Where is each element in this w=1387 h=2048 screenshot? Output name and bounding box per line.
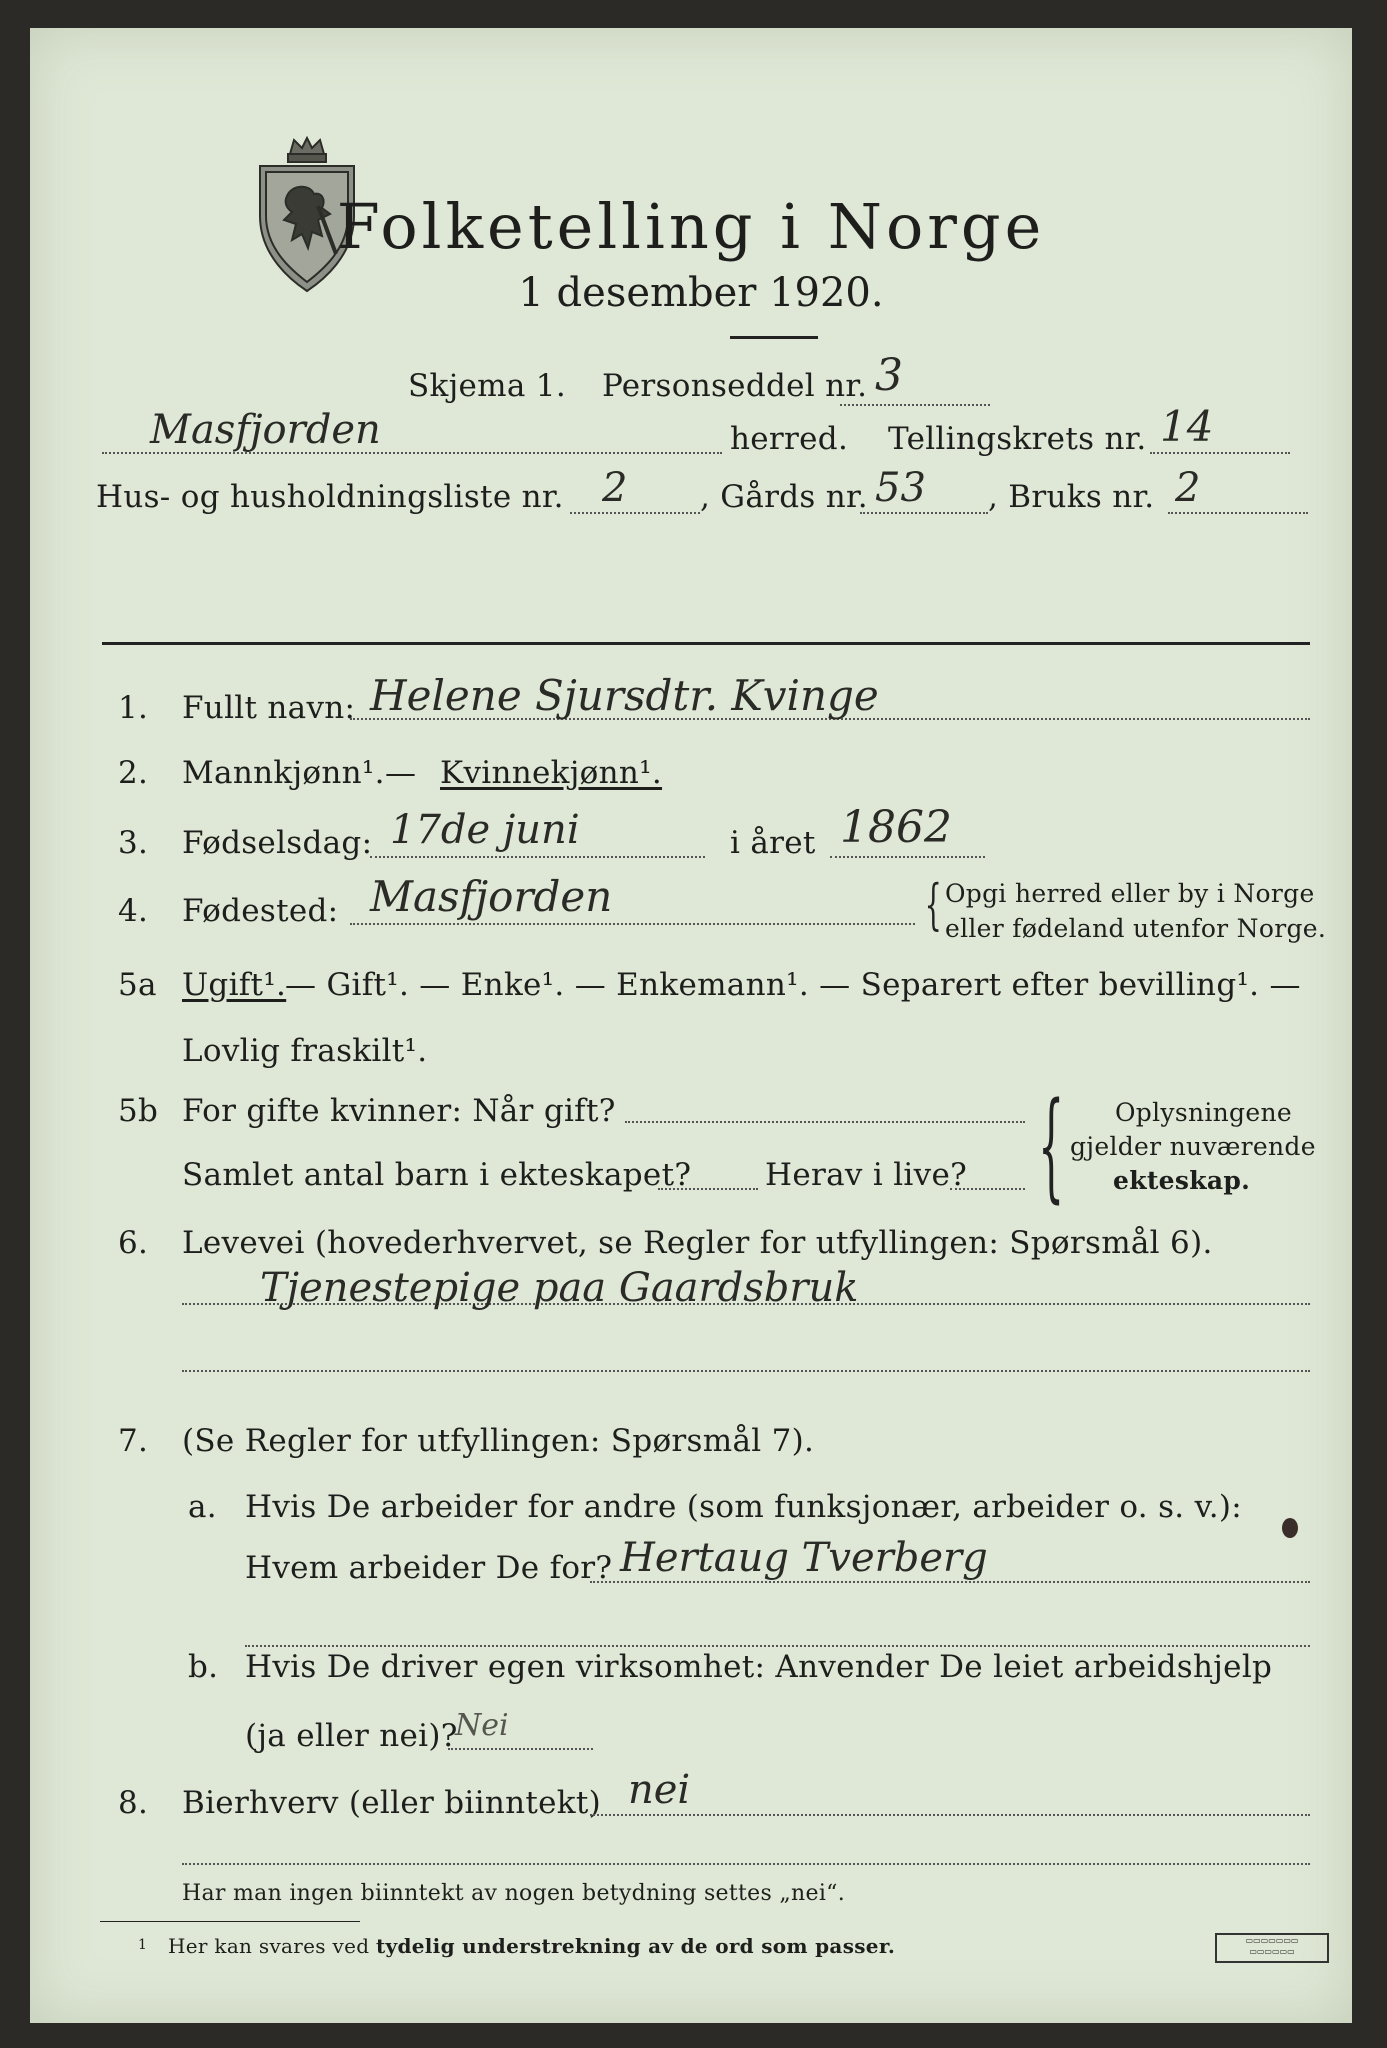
q4-label: Fødested: — [182, 893, 339, 929]
q3-year-value: 1862 — [840, 802, 952, 853]
q7a-dotline1 — [590, 1581, 1310, 1583]
bruks-dotline — [1168, 512, 1308, 514]
q6-dotline2 — [182, 1370, 1310, 1372]
footnote-text-bold: tydelig understrekning av de ord som passer. — [376, 1934, 896, 1958]
q1-value: Helene Sjursdtr. Kvinge — [370, 671, 879, 720]
q8-value: nei — [628, 1767, 691, 1813]
q2-separator: — — [385, 755, 417, 791]
gards-dotline — [860, 512, 988, 514]
q5b-number: 5b — [118, 1093, 159, 1129]
q8-number: 8. — [118, 1785, 149, 1821]
footnote-text-plain: Her kan svares ved — [168, 1934, 370, 1958]
q3-dotline — [370, 856, 705, 858]
census-form — [30, 28, 1352, 2023]
q6-label: Levevei (hovederhvervet, se Regler for utfyllingen: Spørsmål 6). — [182, 1225, 1213, 1261]
q5a-number: 5a — [118, 967, 157, 1003]
skjema-label: Skjema 1. — [408, 368, 566, 404]
q5b-label1: For gifte kvinner: Når gift? — [182, 1093, 616, 1129]
header-rule — [102, 642, 1310, 645]
personseddel-label: Personseddel nr. — [602, 368, 868, 404]
tellingskrets-value: 14 — [1160, 402, 1214, 451]
q7a-dotline2 — [245, 1645, 1310, 1647]
hus-value: 2 — [602, 465, 628, 511]
q7a-number: a. — [188, 1489, 217, 1525]
q5a-options: — Gift¹. — Enke¹. — Enkemann¹. — Separert efter bevilling¹. — — [285, 967, 1301, 1003]
title-divider — [730, 336, 818, 339]
q8-dotline — [590, 1814, 1310, 1816]
hus-dotline — [570, 512, 700, 514]
q5b-dotline3 — [950, 1188, 1025, 1190]
q3-label: Fødselsdag: — [182, 825, 373, 861]
q4-note-line2: eller fødeland utenfor Norge. — [945, 914, 1327, 943]
q7a-line1: Hvis De arbeider for andre (som funksjonær, arbeider o. s. v.): — [245, 1489, 1243, 1525]
hus-label: Hus- og husholdningsliste nr. — [96, 479, 564, 515]
ink-blot — [1282, 1518, 1298, 1538]
q4-value: Masfjorden — [370, 872, 613, 921]
herred-label: herred. — [730, 421, 849, 457]
printer-stamp-logo: ▭▭▭▭▭▭▭ ▭▭▭▭▭▭ — [1215, 1933, 1329, 1963]
tellingskrets-label: Tellingskrets nr. — [888, 421, 1147, 457]
q3-year-label: i året — [730, 825, 816, 861]
q7b-number: b. — [188, 1649, 219, 1685]
form-subtitle: 1 desember 1920. — [518, 270, 884, 316]
q6-value: Tjenestepige paa Gaardsbruk — [260, 1265, 859, 1311]
q7-number: 7. — [118, 1423, 149, 1459]
q5b-note-line3: ekteskap. — [1113, 1166, 1251, 1195]
q7-label: (Se Regler for utfyllingen: Spørsmål 7). — [182, 1423, 815, 1459]
bruks-label: , Bruks nr. — [988, 479, 1155, 515]
q5a-line2: Lovlig fraskilt¹. — [182, 1033, 428, 1069]
q4-brace: { — [924, 873, 942, 936]
q3-year-dotline — [830, 856, 985, 858]
q4-dotline — [350, 923, 915, 925]
q3-number: 3. — [118, 825, 149, 861]
q7b-line2: (ja eller nei)? — [245, 1718, 458, 1754]
q5b-note-line2 — [1070, 1134, 1316, 1159]
q4-note-line1: Opgi herred eller by i Norge — [945, 879, 1315, 908]
q5b-label2: Samlet antal barn i ekteskapet? — [182, 1157, 692, 1193]
q5b-note-line1: Oplysningene — [1115, 1098, 1292, 1127]
q5b-label3: Herav i live? — [765, 1157, 968, 1193]
q5b-dotline2 — [658, 1188, 758, 1190]
q2-kvinne-underlined: Kvinnekjønn¹. — [440, 755, 663, 791]
q1-label: Fullt navn: — [182, 690, 356, 726]
q7a-line2: Hvem arbeider De for? — [245, 1550, 613, 1586]
q3-value: 17de juni — [390, 807, 580, 853]
footer-note: Har man ingen biinntekt av nogen betydning settes „nei“. — [182, 1881, 846, 1906]
q1-number: 1. — [118, 690, 149, 726]
footnote-number: 1 — [138, 1937, 148, 1953]
q8-label: Bierhverv (eller biinntekt) — [182, 1785, 602, 1821]
q6-number: 6. — [118, 1225, 149, 1261]
tellingskrets-dotline — [1150, 452, 1290, 454]
q4-number: 4. — [118, 893, 149, 929]
q2-number: 2. — [118, 755, 149, 791]
footnote-text — [168, 1936, 895, 1956]
herred-value: Masfjorden — [150, 407, 381, 453]
q7b-line1: Hvis De driver egen virksomhet: Anvender De leiet arbeidshjelp — [245, 1649, 1273, 1685]
personseddel-value: 3 — [875, 350, 903, 401]
q5b-dotline1 — [625, 1121, 1025, 1123]
gards-value: 53 — [875, 465, 926, 511]
footer-dotline — [182, 1863, 1310, 1865]
q5b-note-line2-text: gjelder nuværende — [1070, 1132, 1316, 1161]
q7b-dotline — [448, 1748, 593, 1750]
q2-mann: Mannkjønn¹. — [182, 755, 385, 791]
footnote-rule — [100, 1921, 360, 1922]
q5b-brace: { — [1038, 1076, 1065, 1214]
bruks-value: 2 — [1175, 465, 1201, 511]
q7b-value: Nei — [455, 1708, 509, 1743]
form-title: Folketelling i Norge — [336, 190, 1046, 263]
gards-label: , Gårds nr. — [700, 479, 868, 515]
q7a-value: Hertaug Tverberg — [620, 1535, 988, 1581]
personseddel-dotline — [840, 404, 990, 406]
q5a-ugift-underlined: Ugift¹. — [182, 967, 287, 1003]
